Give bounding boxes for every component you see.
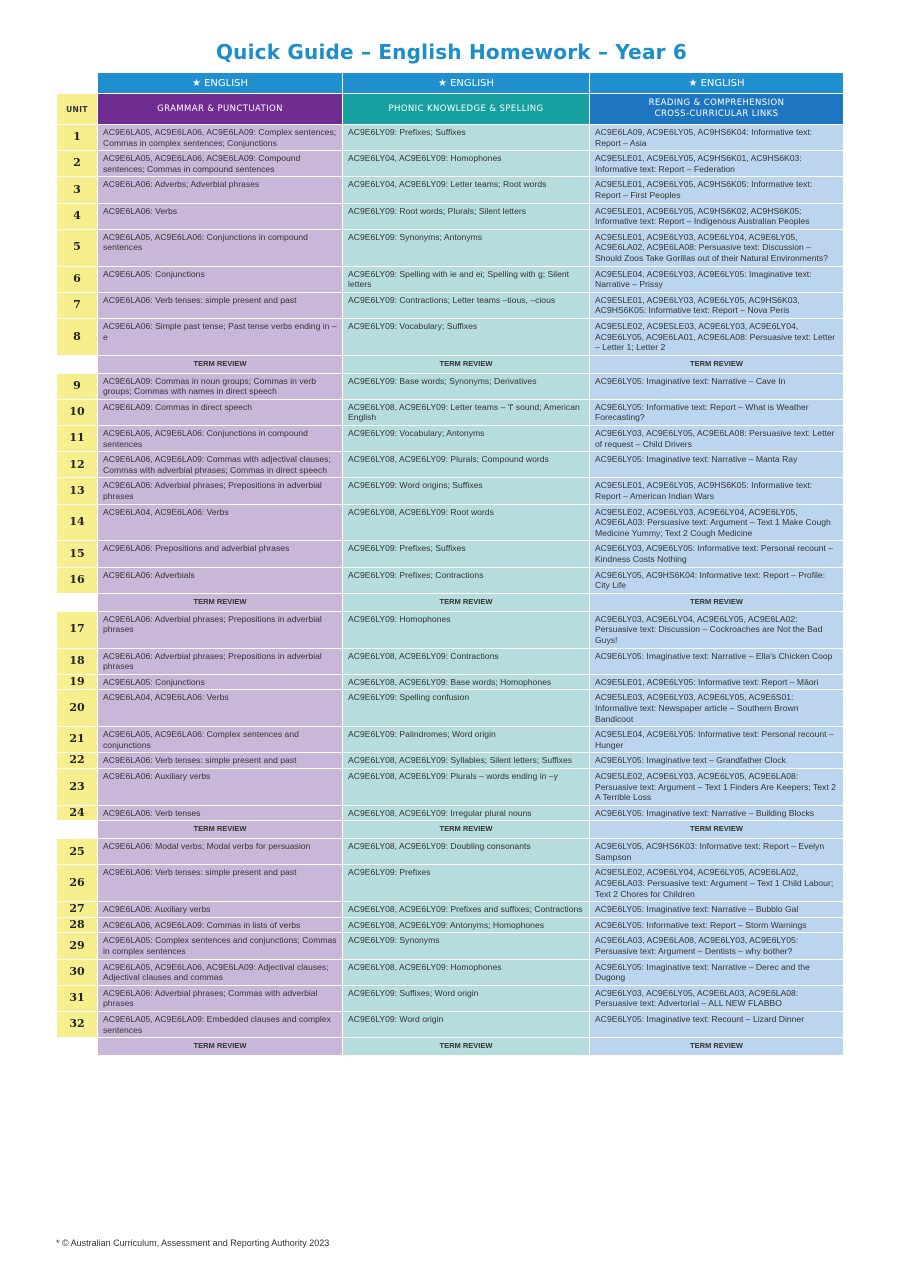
term-review-phonics: TERM REVIEW [343,593,590,611]
grammar-cell [98,478,343,504]
term-review-row [57,593,844,611]
reading-cell [590,266,844,292]
unit-number: 4 [57,203,98,229]
reading-cell [590,839,844,865]
reading-cell [590,753,844,769]
unit-number: 18 [57,648,98,674]
table-row [57,933,844,959]
phonics-cell [343,203,590,229]
grammar-cell [98,727,343,753]
term-review-unit-cell [57,821,98,839]
grammar-cell [98,426,343,452]
reading-cell [590,902,844,918]
phonics-cell-text: AC9E6LY09: Vocabulary; Antonyms [348,428,485,439]
grammar-cell-text: AC9E6LA05, AC9E6LA06, AC9E6LA09: Adjectival clauses; Adjectival clauses and commas [103,961,329,983]
phonics-cell-text: AC9E6LY09: Prefixes; Contractions [348,569,484,580]
phonics-cell-text: AC9E6LY08, AC9E6LY09: Homophones [348,961,502,972]
grammar-cell [98,933,343,959]
grammar-cell [98,266,343,292]
grammar-cell-text: AC9E6LA06: Adverbs; Adverbial phrases [103,179,260,190]
unit-number: 32 [57,1012,98,1038]
table-row [57,541,844,567]
reading-cell [590,674,844,690]
reading-cell-text: AC9E6LY05, AC9HS6K04: Informative text: Report – Profile: City Life [595,569,826,591]
reading-cell [590,768,844,805]
table-row [57,203,844,229]
table-row [57,151,844,177]
reading-cell-text: AC9E5LE01, AC9E6LY05, AC9HS6K01, AC9HS6K03: Informative text: Report – Federation [595,153,802,174]
phonics-cell-text: AC9E6LY08, AC9E6LY09: Contractions [348,650,499,661]
table-row [57,125,844,151]
phonics-cell [343,727,590,753]
grammar-cell [98,452,343,478]
reading-cell-text: AC9E5LE02, AC9E6LY03, AC9E6LY04, AC9E6LY05, AC9E6LA03: Persuasive text: Argument – Text 1 Make Cough Medicine Yummy; Text 2 Cough Medicine [595,506,831,538]
reading-cell-text: AC9E5LE01, AC9E6LY03, AC9E6LY04, AC9E6LY05, AC9E6LA02, AC9E6LA08: Persuasive text: Discussion – Should Zoos Take Gorillas out of their Natural Environments? [595,231,828,263]
grammar-cell [98,690,343,727]
unit-number: 14 [57,504,98,541]
reading-cell-text: AC9E6LA03, AC9E6LA08, AC9E6LY03, AC9E6LY05: Persuasive text: Argument – Dentists – why bother? [595,935,799,957]
phonics-cell-text: AC9E6LY09: Vocabulary; Suffixes [348,320,478,331]
table-row [57,611,844,648]
grammar-cell [98,292,343,318]
reading-cell-text: AC9E6LY05: Imaginative text: Narrative – Building Blocks [595,807,815,818]
reading-cell-text: AC9E6LA09, AC9E6LY05, AC9HS6K04: Informative text: Report – Asia [595,127,813,148]
reading-cell [590,177,844,203]
unit-number: 20 [57,690,98,727]
reading-cell [590,399,844,425]
phonics-cell [343,541,590,567]
subject-header-grammar: ★ ENGLISH [98,73,343,94]
grammar-cell-text: AC9E6LA05: Conjunctions [103,676,205,687]
reading-cell [590,478,844,504]
phonics-cell [343,373,590,399]
phonics-cell [343,478,590,504]
unit-number: 11 [57,426,98,452]
table-row [57,292,844,318]
phonics-cell [343,504,590,541]
grammar-cell-text: AC9E6LA06, AC9E6LA09: Commas in lists of verbs [103,919,301,930]
term-review-phonics: TERM REVIEW [343,1038,590,1056]
grammar-cell [98,373,343,399]
table-row [57,229,844,266]
grammar-cell [98,917,343,933]
unit-number: 21 [57,727,98,753]
table-row [57,1012,844,1038]
reading-cell-text: AC9E6LY03, AC9E6LY05, AC9E6LA08: Persuasive text: Letter of request – Child Drivers [595,428,835,449]
reading-cell-text: AC9E6LY05: Imaginative text: Narrative – Manta Ray [595,454,798,465]
grammar-cell [98,768,343,805]
reading-cell [590,203,844,229]
unit-number: 23 [57,768,98,805]
reading-cell [590,229,844,266]
unit-number: 24 [57,805,98,821]
phonics-cell [343,768,590,805]
grammar-cell-text: AC9E6LA06: Verb tenses: simple present and past [103,755,297,766]
phonics-cell-text: AC9E6LY04, AC9E6LY09: Letter teams; Root words [348,179,547,190]
phonics-cell-text: AC9E6LY09: Word origins; Suffixes [348,480,483,491]
grammar-cell-text: AC9E6LA06: Verb tenses: simple present and past [103,867,297,878]
unit-number: 16 [57,567,98,593]
grammar-cell [98,399,343,425]
unit-number: 17 [57,611,98,648]
unit-number: 15 [57,541,98,567]
phonics-cell-text: AC9E6LY09: Suffixes; Word origin [348,987,479,998]
table-row [57,805,844,821]
phonics-cell [343,399,590,425]
phonics-cell [343,426,590,452]
reading-cell [590,151,844,177]
grammar-cell [98,229,343,266]
unit-number: 12 [57,452,98,478]
phonics-cell-text: AC9E6LY09: Contractions; Letter teams –tious, –cious [348,294,556,305]
term-review-unit-cell [57,593,98,611]
unit-number: 2 [57,151,98,177]
term-review-reading: TERM REVIEW [590,355,844,373]
grammar-cell [98,865,343,902]
phonics-cell-text: AC9E6LY09: Palindromes; Word origin [348,729,496,740]
grammar-cell [98,753,343,769]
table-row [57,917,844,933]
phonics-cell-text: AC9E6LY09: Base words; Synonyms; Derivatives [348,375,537,386]
phonics-cell [343,229,590,266]
term-review-row [57,1038,844,1056]
phonics-cell-text: AC9E6LY08, AC9E6LY09: Plurals; Compound words [348,454,549,465]
phonics-cell-text: AC9E6LY09: Prefixes; Suffixes [348,543,466,554]
unit-number: 3 [57,177,98,203]
unit-number: 22 [57,753,98,769]
phonics-cell [343,125,590,151]
reading-cell-text: AC9E5LE04, AC9E6LY03, AC9E6LY05: Imaginative text: Narrative – Prissy [595,268,812,290]
grammar-cell-text: AC9E6LA06, AC9E6LA09: Commas with adjectival clauses; Commas with adverbial phrases; Commas in direct speech [103,454,331,475]
unit-number: 1 [57,125,98,151]
reading-cell [590,727,844,753]
grammar-cell-text: AC9E6LA06: Adverbial phrases; Prepositions in adverbial phrases [103,480,322,502]
reading-cell-text: AC9E5LE02, AC9E6LY03, AC9E6LY05, AC9E6LA08: Persuasive text: Argument – Text 1 Finders Are Keepers; Text 2 A Terrible Loss [595,770,836,803]
reading-column-header: READING & COMPREHENSION CROSS-CURRICULAR LINKS [590,94,844,125]
phonics-cell-text: AC9E6LY09: Spelling confusion [348,692,470,703]
grammar-cell-text: AC9E6LA06: Verb tenses [103,807,201,818]
grammar-cell [98,839,343,865]
unit-number: 9 [57,373,98,399]
reading-cell-text: AC9E6LY05: Informative text: Report – Storm Warnings [595,919,807,930]
phonics-cell-text: AC9E6LY09: Synonyms; Antonyms [348,231,483,242]
table-row [57,727,844,753]
column-header-row [57,94,844,125]
grammar-cell [98,805,343,821]
phonics-cell-text: AC9E6LY09: Prefixes [348,867,431,878]
phonics-cell-text: AC9E6LY09: Word origin [348,1014,444,1024]
phonics-cell-text: AC9E6LY09: Root words; Plurals; Silent letters [348,205,527,216]
table-row [57,318,844,355]
grammar-cell-text: AC9E6LA05: Conjunctions [103,268,205,279]
grammar-cell [98,177,343,203]
phonics-cell-text: AC9E6LY08, AC9E6LY09: Root words [348,506,494,517]
subject-header-phonics: ★ ENGLISH [343,73,590,94]
phonics-cell [343,266,590,292]
table-row [57,177,844,203]
grammar-cell [98,151,343,177]
reading-cell-text: AC9E6LY05: Imaginative text: Recount – Lizard Dinner [595,1014,805,1024]
grammar-cell-text: AC9E6LA06: Verbs [103,205,178,216]
grammar-cell-text: AC9E6LA06: Adverbial phrases; Prepositions in adverbial phrases [103,613,322,635]
table-row [57,902,844,918]
table-row [57,959,844,985]
subject-header-blank [57,73,98,94]
page-title: Quick Guide – English Homework – Year 6 [215,40,687,64]
reading-cell-text: AC9E5LE01, AC9E6LY05: Informative text: Report – Māori [595,676,819,687]
table-row [57,985,844,1011]
grammar-cell [98,541,343,567]
phonics-cell [343,318,590,355]
grammar-cell-text: AC9E6LA06: Verb tenses: simple present and past [103,294,297,305]
grammar-cell-text: AC9E6LA05: Complex sentences and conjunctions; Commas in complex sentences [103,935,337,957]
reading-cell [590,567,844,593]
unit-number: 6 [57,266,98,292]
grammar-cell [98,125,343,151]
unit-number: 26 [57,865,98,902]
grammar-cell-text: AC9E6LA06: Auxiliary verbs [103,770,211,781]
grammar-cell [98,203,343,229]
phonics-cell [343,292,590,318]
reading-cell [590,541,844,567]
reading-cell-text: AC9E6LY05, AC9HS6K03: Informative text: Report – Evelyn Sampson [595,841,825,862]
unit-number: 10 [57,399,98,425]
quick-guide-table [56,72,844,1056]
table-row [57,674,844,690]
term-review-unit-cell [57,355,98,373]
grammar-cell [98,648,343,674]
table-row [57,504,844,541]
grammar-cell [98,959,343,985]
grammar-cell-text: AC9E6LA05, AC9E6LA06, AC9E6LA09: Complex sentences; Commas in complex sentences; Conjunctions [103,127,337,148]
grammar-cell-text: AC9E6LA09: Commas in direct speech [103,401,253,412]
subject-header-row [57,73,844,94]
reading-cell [590,426,844,452]
reading-cell [590,452,844,478]
reading-cell [590,865,844,902]
reading-cell-text: AC9E5LE02, AC9E5LE03, AC9E6LY03, AC9E6LY04, AC9E6LY05, AC9E6LA01, AC9E6LA08: Persuasive text: Letter – Letter 1; Letter 2 [595,320,836,353]
table-row [57,768,844,805]
table-row [57,648,844,674]
term-review-unit-cell [57,1038,98,1056]
grammar-cell [98,1012,343,1038]
unit-number: 19 [57,674,98,690]
grammar-cell [98,902,343,918]
reading-cell-text: AC9E5LE03, AC9E6LY03, AC9E6LY05, AC9E6S01: Informative text: Newspaper article – Southern Brown Bandicoot [595,692,799,724]
grammar-cell [98,504,343,541]
term-review-phonics: TERM REVIEW [343,355,590,373]
reading-cell-text: AC9E6LY03, AC9E6LY04, AC9E6LY05, AC9E6LA02: Persuasive text: Discussion – Cockroaches are Not the Bad Guys! [595,613,823,645]
phonics-cell [343,985,590,1011]
table-row [57,266,844,292]
term-review-grammar: TERM REVIEW [98,593,343,611]
unit-number: 5 [57,229,98,266]
reading-cell [590,318,844,355]
subject-header-reading: ★ ENGLISH [590,73,844,94]
phonics-cell [343,917,590,933]
phonics-cell-text: AC9E6LY08, AC9E6LY09: Doubling consonants [348,841,531,852]
phonics-cell [343,839,590,865]
grammar-cell-text: AC9E6LA06: Prepositions and adverbial phrases [103,543,290,554]
reading-cell [590,648,844,674]
phonics-cell [343,611,590,648]
unit-number: 25 [57,839,98,865]
term-review-reading: TERM REVIEW [590,1038,844,1056]
reading-cell [590,292,844,318]
grammar-column-header: GRAMMAR & PUNCTUATION [98,94,343,125]
grammar-cell [98,985,343,1011]
phonics-cell [343,805,590,821]
term-review-grammar: TERM REVIEW [98,355,343,373]
reading-cell-text: AC9E5LE01, AC9E6LY05, AC9HS6K05: Informative text: Report – First Peoples [595,179,813,200]
table-row [57,753,844,769]
phonics-cell-text: AC9E6LY04, AC9E6LY09: Homophones [348,153,502,164]
term-review-reading: TERM REVIEW [590,821,844,839]
reading-cell-text: AC9E5LE02, AC9E6LY04, AC9E6LY05, AC9E6LA02, AC9E6LA03: Persuasive text: Argument – Text 1 Child Labour; Text 2 Chores for Children [595,867,834,899]
table-row [57,478,844,504]
phonics-cell-text: AC9E6LY09: Spelling with ie and ei; Spelling with g; Silent letters [348,268,570,290]
phonics-cell [343,933,590,959]
phonics-cell [343,567,590,593]
unit-number: 28 [57,917,98,933]
reading-cell [590,611,844,648]
phonics-cell [343,959,590,985]
grammar-cell-text: AC9E6LA09: Commas in noun groups; Commas in verb groups; Commas with names in direct speech [103,375,317,397]
phonics-cell-text: AC9E6LY09: Homophones [348,613,451,624]
phonics-cell-text: AC9E6LY08, AC9E6LY09: Syllables; Silent letters; Suffixes [348,755,573,766]
phonics-column-header: PHONIC KNOWLEDGE & SPELLING [343,94,590,125]
reading-cell-text: AC9E5LE04, AC9E6LY05: Informative text: Personal recount – Hunger [595,729,834,750]
phonics-cell [343,753,590,769]
term-review-grammar: TERM REVIEW [98,1038,343,1056]
grammar-cell-text: AC9E6LA06: Adverbial phrases; Prepositions in adverbial phrases [103,650,322,672]
grammar-cell-text: AC9E6LA06: Adverbials [103,569,195,580]
term-review-grammar: TERM REVIEW [98,821,343,839]
unit-number: 27 [57,902,98,918]
reading-cell-text: AC9E6LY05: Imaginative text: Narrative – Derec and the Dugong [595,961,810,983]
phonics-cell [343,151,590,177]
unit-column-header: UNIT [57,94,98,125]
term-review-row [57,355,844,373]
table-row [57,426,844,452]
unit-number: 8 [57,318,98,355]
copyright-footnote: * © Australian Curriculum, Assessment and Reporting Authority 2023 [56,1238,330,1248]
grammar-cell-text: AC9E6LA04, AC9E6LA06: Verbs [103,692,229,703]
unit-number: 31 [57,985,98,1011]
reading-cell [590,690,844,727]
term-review-reading: TERM REVIEW [590,593,844,611]
grammar-cell-text: AC9E6LA05, AC9E6LA06, AC9E6LA09: Compound sentences; Commas in compound sentences [103,153,301,174]
grammar-cell-text: AC9E6LA06: Adverbial phrases; Commas with adverbial phrases [103,987,318,1009]
reading-cell-text: AC9E6LY05: Imaginative text: Narrative – Ella's Chicken Coop [595,650,833,661]
phonics-cell-text: AC9E6LY08, AC9E6LY09: Base words; Homophones [348,676,552,687]
phonics-cell [343,865,590,902]
reading-cell [590,917,844,933]
table-row [57,839,844,865]
grammar-cell-text: AC9E6LA05, AC9E6LA06: Conjunctions in compound sentences [103,231,308,253]
grammar-cell-text: AC9E6LA06: Modal verbs; Modal verbs for persuasion [103,841,311,852]
reading-cell-text: AC9E6LY03, AC9E6LY05, AC9E6LA03, AC9E6LA08: Persuasive text: Advertorial – ALL NEW FLABBO [595,987,799,1009]
phonics-cell-text: AC9E6LY08, AC9E6LY09: Letter teams – 'f' sound; American English [348,401,580,423]
grammar-cell [98,674,343,690]
phonics-cell [343,177,590,203]
phonics-cell-text: AC9E6LY09: Prefixes; Suffixes [348,127,466,137]
phonics-cell-text: AC9E6LY08, AC9E6LY09: Prefixes and suffixes; Contractions [348,904,583,915]
table-row [57,373,844,399]
grammar-cell-text: AC9E6LA05, AC9E6LA09: Embedded clauses and complex sentences [103,1014,331,1035]
reading-cell [590,985,844,1011]
unit-number: 29 [57,933,98,959]
reading-cell-text: AC9E6LY03, AC9E6LY05: Informative text: Personal recount – Kindness Costs Nothing [595,543,834,564]
phonics-cell-text: AC9E6LY08, AC9E6LY09: Antonyms; Homophones [348,919,545,930]
phonics-cell [343,452,590,478]
reading-cell-text: AC9E6LY05: Imaginative text: Narrative – Cave In [595,375,786,386]
reading-cell-text: AC9E6LY05: Informative text: Report – What is Weather Forecasting? [595,401,809,423]
phonics-cell [343,648,590,674]
grammar-cell [98,318,343,355]
phonics-cell-text: AC9E6LY08, AC9E6LY09: Irregular plural nouns [348,807,532,818]
reading-cell [590,805,844,821]
table-row [57,399,844,425]
table-row [57,452,844,478]
grammar-cell-text: AC9E6LA05, AC9E6LA06: Conjunctions in compound sentences [103,428,308,449]
phonics-cell [343,690,590,727]
unit-number: 7 [57,292,98,318]
table-row [57,567,844,593]
reading-cell [590,959,844,985]
table-body [57,125,844,1056]
reading-cell-text: AC9E5LE01, AC9E6LY05, AC9HS6K05: Informative text: Report – American Indian Wars [595,480,813,502]
reading-cell [590,125,844,151]
phonics-cell-text: AC9E6LY08, AC9E6LY09: Plurals – words ending in –y [348,770,558,781]
reading-cell-text: AC9E5LE01, AC9E6LY03, AC9E6LY05, AC9HS6K03, AC9HS6K05: Informative text: Report – Nova Peris [595,294,800,316]
table-row [57,865,844,902]
grammar-cell [98,611,343,648]
term-review-row [57,821,844,839]
reading-cell [590,1012,844,1038]
unit-number: 30 [57,959,98,985]
reading-cell-text: AC9E5LE01, AC9E6LY05, AC9HS6K02, AC9HS6K05: Informative text: Report – Indigenous Australian Peoples [595,205,810,227]
grammar-cell [98,567,343,593]
grammar-cell-text: AC9E6LA04, AC9E6LA06: Verbs [103,506,229,517]
reading-cell [590,933,844,959]
phonics-cell [343,1012,590,1038]
unit-number: 13 [57,478,98,504]
phonics-cell [343,902,590,918]
reading-cell [590,373,844,399]
reading-cell-text: AC9E6LY05: Imaginative text: Narrative – Bubblo Gal [595,904,799,915]
table-row [57,690,844,727]
grammar-cell-text: AC9E6LA05, AC9E6LA06: Complex sentences and conjunctions [103,729,299,750]
grammar-cell-text: AC9E6LA06: Auxiliary verbs [103,904,211,915]
phonics-cell [343,674,590,690]
grammar-cell-text: AC9E6LA06: Simple past tense; Past tense verbs ending in –e [103,320,337,342]
term-review-phonics: TERM REVIEW [343,821,590,839]
reading-cell [590,504,844,541]
reading-cell-text: AC9E6LY05: Imaginative text – Grandfather Clock [595,755,786,766]
phonics-cell-text: AC9E6LY09: Synonyms [348,935,440,946]
